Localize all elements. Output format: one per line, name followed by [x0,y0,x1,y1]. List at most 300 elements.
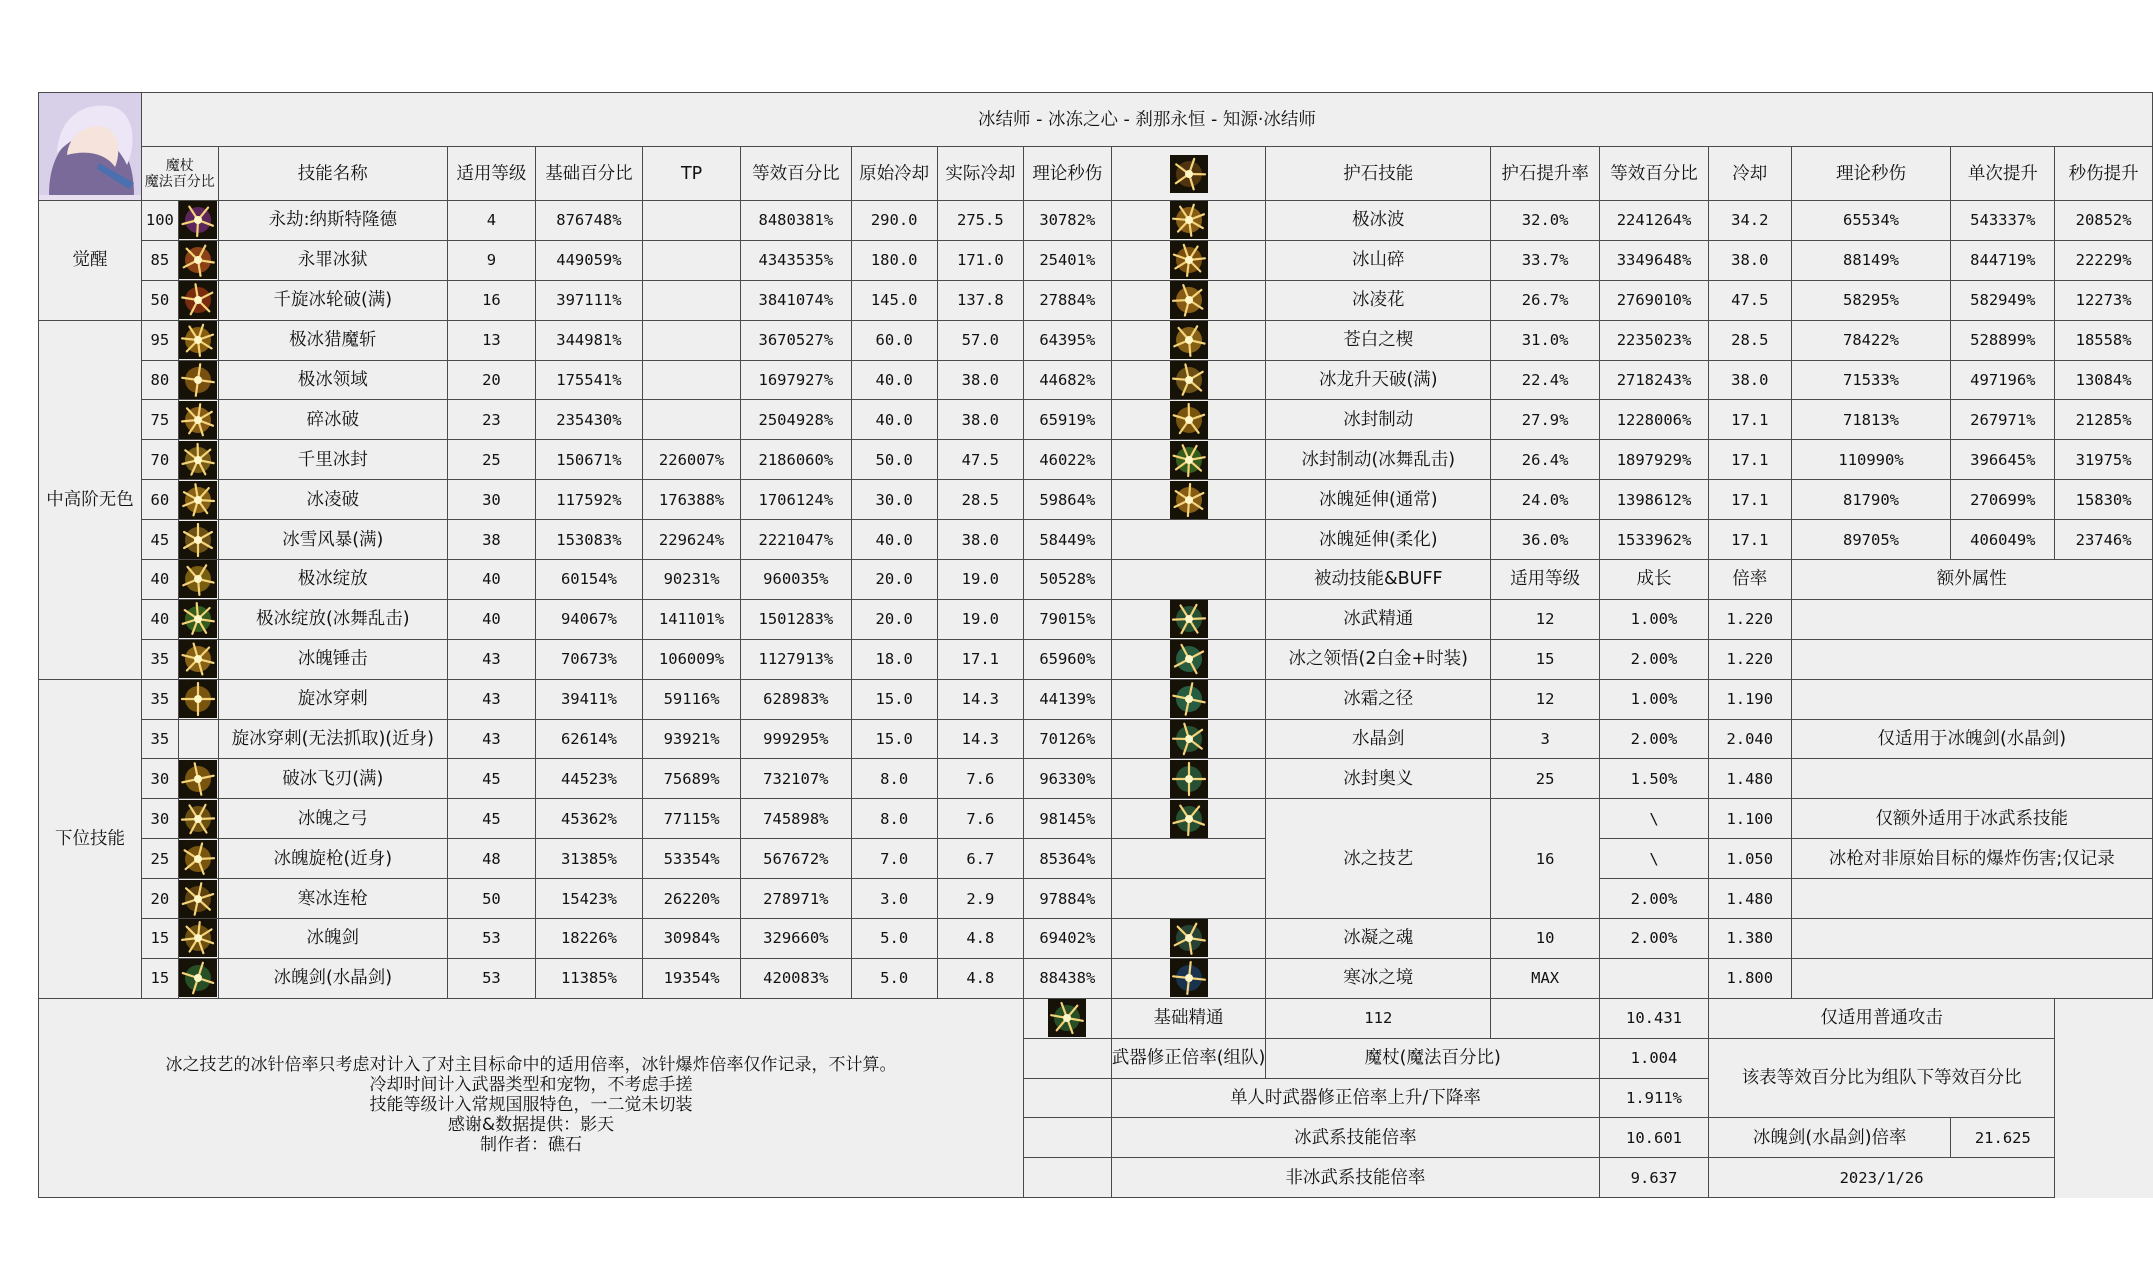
skill-req-level: 53 [448,919,536,959]
passive-name: 水晶剑 [1266,719,1491,759]
rune-name: 冰凌花 [1266,280,1491,320]
skill-req-level: 13 [448,320,536,360]
skill-icon-cell [178,201,218,241]
skill-tp [643,201,741,241]
skill-tp: 176388% [643,480,741,520]
rune-equiv: 2235023% [1600,320,1709,360]
rune-icon-cell [1111,480,1266,520]
skill-dps: 88438% [1023,958,1111,998]
passive-header-rate: 倍率 [1708,560,1791,600]
group-label: 觉醒 [39,201,142,321]
skill-orig-cd: 5.0 [851,919,937,959]
ice-insight-icon [1170,640,1208,678]
skill-level: 40 [142,560,179,600]
header-orig-cd: 原始冷却 [851,147,937,201]
passive-rate: 1.800 [1708,958,1791,998]
ice-extend-icon [1170,481,1208,519]
skill-req-level: 16 [448,280,536,320]
skill-req-level: 40 [448,560,536,600]
skill-dps: 50528% [1023,560,1111,600]
rune-rate: 22.4% [1491,360,1600,400]
skill-dps: 58449% [1023,520,1111,560]
skill-base-pct: 397111% [535,280,642,320]
skill-tp: 59116% [643,679,741,719]
passive-extra [1791,919,2152,959]
table-row [39,879,2153,919]
skill-orig-cd: 15.0 [851,719,937,759]
ice-soul-icon [1170,919,1208,957]
skill-dps: 97884% [1023,879,1111,919]
rune-equiv: 1897929% [1600,440,1709,480]
passive-name: 冰封奥义 [1266,759,1491,799]
skill-level: 50 [142,280,179,320]
note-line: 冰之技艺的冰针倍率只考虑对计入了对主目标命中的适用倍率，冰针爆炸倍率仅作记录，不计算。 [165,1055,897,1076]
skill-icon-cell [178,759,218,799]
skill-equiv-pct: 745898% [741,799,851,839]
skill-name: 碎冰破 [218,400,447,440]
skill-tp: 90231% [643,560,741,600]
passive-extra: 仅额外适用于冰武系技能 [1791,799,2152,839]
rune-name: 苍白之楔 [1266,320,1491,360]
skill-tp: 77115% [643,799,741,839]
weapon-mod-note: 该表等效百分比为组队下等效百分比 [1708,1038,2054,1118]
skill-base-pct: 344981% [535,320,642,360]
skill-base-pct: 235430% [535,400,642,440]
skill-equiv-pct: 4343535% [741,240,851,280]
passive-extra [1791,879,2152,919]
group-label: 中高阶无色 [39,320,142,679]
ice-weapon-mastery-icon [1170,600,1208,638]
skill-equiv-pct: 2221047% [741,520,851,560]
passive-icon-cell [1023,998,1111,1038]
skill-base-pct: 70673% [535,639,642,679]
passive-extra: 仅适用于冰魄剑(水晶剑) [1791,719,2152,759]
table-row [39,719,2153,759]
ice-brake-icon [1170,401,1208,439]
rune-dps-gain: 31975% [2055,440,2153,480]
table-row [39,480,2153,520]
rune-dps: 65534% [1791,201,1951,241]
table-row [39,360,2153,400]
skill-req-level: 43 [448,679,536,719]
skill-name: 冰魄锤击 [218,639,447,679]
skill-dps: 59864% [1023,480,1111,520]
skill-real-cd: 28.5 [937,480,1023,520]
table-row [39,520,2153,560]
skill-req-level: 48 [448,839,536,879]
rune-icon-cell [1111,360,1266,400]
passive-name: 冰武精通 [1266,599,1491,639]
passive-growth: 2.00% [1600,919,1709,959]
skill-req-level: 30 [448,480,536,520]
skill-icon-cell [178,639,218,679]
rune-name: 冰魄延伸(柔化) [1266,520,1491,560]
skill-orig-cd: 30.0 [851,480,937,520]
passive-rate: 1.100 [1708,799,1791,839]
rune-equiv: 2241264% [1600,201,1709,241]
rune-dps-gain: 13084% [2055,360,2153,400]
passive-icon-blank [1111,879,1266,919]
skill-equiv-pct: 1501283% [741,599,851,639]
ice-secret-icon [1170,760,1208,798]
rune-rate: 36.0% [1491,520,1600,560]
skill-equiv-pct: 732107% [741,759,851,799]
rune-dps: 110990% [1791,440,1951,480]
skill-base-pct: 39411% [535,679,642,719]
skill-req-level: 38 [448,520,536,560]
passive-name: 基础精通 [1111,998,1266,1038]
passive-header-blank [1111,560,1266,600]
skill-real-cd: 4.8 [937,919,1023,959]
weapon-sub: 魔法百分比 [144,173,215,190]
skill-dps: 79015% [1023,599,1111,639]
passive-level: 16 [1491,799,1600,919]
skill-level: 20 [142,879,179,919]
blizzard-icon [179,521,217,559]
ice-spears-icon [179,880,217,918]
skill-name: 破冰飞刃(满) [218,759,447,799]
skill-tp: 75689% [643,759,741,799]
rune-icon-cell [1111,440,1266,480]
header-level: 适用等级 [448,147,536,201]
skill-real-cd: 4.8 [937,958,1023,998]
crystal-sword-icon [179,959,217,997]
passive-level: 25 [1491,759,1600,799]
skill-real-cd: 6.7 [937,839,1023,879]
character-avatar-icon [39,93,141,195]
passive-rate: 1.380 [1708,919,1791,959]
rune-name: 极冰波 [1266,201,1491,241]
skill-tp: 229624% [643,520,741,560]
skill-orig-cd: 60.0 [851,320,937,360]
skill-real-cd: 171.0 [937,240,1023,280]
skill-req-level: 25 [448,440,536,480]
skill-dps: 44682% [1023,360,1111,400]
skill-real-cd: 7.6 [937,759,1023,799]
table-row [39,440,2153,480]
skill-orig-cd: 40.0 [851,400,937,440]
skill-base-pct: 175541% [535,360,642,400]
passive-level: MAX [1491,958,1600,998]
header-dps-gain: 秒伤提升 [2055,147,2153,201]
skill-req-level: 23 [448,400,536,440]
skill-dps: 65919% [1023,400,1111,440]
table-row [39,799,2153,839]
notes-block [39,998,1024,1197]
skill-orig-cd: 20.0 [851,560,937,600]
skill-tp: 30984% [643,919,741,959]
skill-orig-cd: 8.0 [851,799,937,839]
passive-name: 冰凝之魂 [1266,919,1491,959]
passive-name: 寒冰之境 [1266,958,1491,998]
skill-real-cd: 19.0 [937,599,1023,639]
non-ice-rate: 9.637 [1600,1158,1709,1198]
rune-icon-cell [1111,400,1266,440]
rune-name: 冰龙升天破(满) [1266,360,1491,400]
weapon-mod-value: 魔杖(魔法百分比) [1266,1038,1600,1078]
skill-dps: 64395% [1023,320,1111,360]
skill-name: 极冰绽放 [218,560,447,600]
skill-real-cd: 137.8 [937,280,1023,320]
skill-name: 旋冰穿刺(无法抓取)(近身) [218,719,447,759]
passive-icon-cell [1111,958,1266,998]
ice-hammer-icon [179,640,217,678]
character-portrait [39,93,142,201]
passive-header-name: 被动技能&BUFF [1266,560,1491,600]
skill-req-level: 20 [448,360,536,400]
passive-rate: 1.220 [1708,599,1791,639]
pale-wedge-icon [1170,321,1208,359]
skill-tp: 226007% [643,440,741,480]
skill-level: 75 [142,400,179,440]
passive-growth: \ [1600,839,1709,879]
header-rune-skill: 护石技能 [1266,147,1491,201]
passive-extra [1791,599,2152,639]
crystal-sword-rate: 21.625 [1951,1118,2055,1158]
passive-rate: 1.480 [1708,759,1791,799]
passive-growth: 2.00% [1600,879,1709,919]
solo-mod-rate: 1.911% [1600,1078,1709,1118]
rune-rate: 26.7% [1491,280,1600,320]
skill-equiv-pct: 1706124% [741,480,851,520]
skill-tp: 26220% [643,879,741,919]
rune-name: 冰魄延伸(通常) [1266,480,1491,520]
skill-name: 极冰领域 [218,360,447,400]
skill-name: 极冰猎魔斩 [218,320,447,360]
ice-prison-icon [179,241,217,279]
passive-extra: 仅适用普通攻击 [1708,998,2054,1038]
skill-base-pct: 45362% [535,799,642,839]
passive-growth [1600,958,1709,998]
skill-real-cd: 57.0 [937,320,1023,360]
rune-rate: 31.0% [1491,320,1600,360]
passive-level: 10 [1491,919,1600,959]
awakening-icon [179,201,217,239]
skill-orig-cd: 15.0 [851,679,937,719]
skill-icon-cell [178,360,218,400]
header-single-gain: 单次提升 [1951,147,2055,201]
rune-cd: 17.1 [1708,520,1791,560]
rune-equiv: 1398612% [1600,480,1709,520]
skill-base-pct: 94067% [535,599,642,639]
rune-single-gain: 396645% [1951,440,2055,480]
table-row [39,560,2153,600]
skill-tp [643,280,741,320]
skill-level: 95 [142,320,179,360]
skill-orig-cd: 5.0 [851,958,937,998]
skill-real-cd: 14.3 [937,679,1023,719]
ice-bloom-dance-icon [179,600,217,638]
skill-real-cd: 275.5 [937,201,1023,241]
table-row [39,400,2153,440]
skill-icon-cell [178,320,218,360]
skill-name: 寒冰连枪 [218,879,447,919]
note-line: 技能等级计入常规国服特色，一二觉未切装 [369,1095,693,1116]
rune-equiv: 2718243% [1600,360,1709,400]
passive-header-extra: 额外属性 [1791,560,2152,600]
skill-base-pct: 18226% [535,919,642,959]
skill-icon-cell [178,520,218,560]
skill-dps: 65960% [1023,639,1111,679]
passive-name: 冰霜之径 [1266,679,1491,719]
rune-rate: 32.0% [1491,201,1600,241]
crystal-blade-icon [1170,720,1208,758]
passive-extra [1791,639,2152,679]
rune-dps-gain: 22229% [2055,240,2153,280]
passive-growth: 1.00% [1600,679,1709,719]
rune-name: 冰封制动(冰舞乱击) [1266,440,1491,480]
passive-growth: 2.00% [1600,719,1709,759]
passive-rate: 1.190 [1708,679,1791,719]
table-row [39,919,2153,959]
rune-cd: 38.0 [1708,240,1791,280]
skill-base-pct: 117592% [535,480,642,520]
skill-equiv-pct: 960035% [741,560,851,600]
passive-icon-cell [1111,679,1266,719]
skill-icon-cell [178,719,218,759]
rune-header-icon [1111,147,1266,201]
skill-dps: 27884% [1023,280,1111,320]
weapon-type: 魔杖 [165,157,194,174]
rune-cd: 38.0 [1708,360,1791,400]
skill-tp: 53354% [643,839,741,879]
skill-orig-cd: 40.0 [851,360,937,400]
rune-dps: 71533% [1791,360,1951,400]
rune-equiv: 2769010% [1600,280,1709,320]
skill-orig-cd: 18.0 [851,639,937,679]
ice-domain-icon [179,361,217,399]
ice-art-icon [1170,800,1208,838]
skill-dps: 44139% [1023,679,1111,719]
passive-extra [1791,759,2152,799]
skill-base-pct: 150671% [535,440,642,480]
skill-base-pct: 449059% [535,240,642,280]
skill-dps: 46022% [1023,440,1111,480]
ice-pierce-icon [179,680,217,718]
skill-name: 冰魄之弓 [218,799,447,839]
ice-slash-icon [179,321,217,359]
skill-equiv-pct: 567672% [741,839,851,879]
passive-growth: 2.00% [1600,639,1709,679]
passive-name: 冰之技艺 [1266,799,1491,919]
rune-cd: 47.5 [1708,280,1791,320]
skill-req-level: 53 [448,958,536,998]
skill-equiv-pct: 2186060% [741,440,851,480]
weapon-mod-rate: 1.004 [1600,1038,1709,1078]
skill-level: 70 [142,440,179,480]
skill-icon-cell [178,560,218,600]
skill-icon-cell [178,958,218,998]
passive-icon-cell [1111,599,1266,639]
skill-equiv-pct: 3670527% [741,320,851,360]
skill-level: 40 [142,599,179,639]
rune-name: 冰山碎 [1266,240,1491,280]
rune-single-gain: 406049% [1951,520,2055,560]
skill-tp [643,400,741,440]
passive-extra [1791,679,2152,719]
skill-level: 35 [142,639,179,679]
skill-orig-cd: 20.0 [851,599,937,639]
skill-equiv-pct: 999295% [741,719,851,759]
skill-level: 15 [142,919,179,959]
skill-equiv-pct: 1127913% [741,639,851,679]
skill-orig-cd: 3.0 [851,879,937,919]
note-line: 冷却时间计入武器类型和宠物，不考虑手搓 [369,1075,693,1096]
skill-dps: 70126% [1023,719,1111,759]
skill-level: 80 [142,360,179,400]
rune-dps-gain: 23746% [2055,520,2153,560]
skill-dps: 25401% [1023,240,1111,280]
icicle-break-icon [179,481,217,519]
rune-single-gain: 844719% [1951,240,2055,280]
rune-rate: 26.4% [1491,440,1600,480]
skill-equiv-pct: 278971% [741,879,851,919]
rune-dps-gain: 20852% [2055,201,2153,241]
skill-real-cd: 7.6 [937,799,1023,839]
skill-level: 15 [142,958,179,998]
blank-icon [1023,1038,1111,1078]
frost-path-icon [1170,680,1208,718]
sheet-title: 冰结师 - 冰冻之心 - 刹那永恒 - 知源·冰结师 [142,93,2153,147]
rune-cd: 17.1 [1708,400,1791,440]
rune-name: 冰封制动 [1266,400,1491,440]
skill-real-cd: 38.0 [937,360,1023,400]
non-ice-label: 非冰武系技能倍率 [1111,1158,1599,1198]
header-real-cd: 实际冷却 [937,147,1023,201]
solo-mod-label: 单人时武器修正倍率上升/下降率 [1111,1078,1599,1118]
rune-single-gain: 270699% [1951,480,2055,520]
rune-cd: 17.1 [1708,440,1791,480]
skill-dps: 69402% [1023,919,1111,959]
passive-level: 12 [1491,679,1600,719]
table-row [39,320,2153,360]
skill-req-level: 43 [448,639,536,679]
skill-base-pct: 62614% [535,719,642,759]
skill-icon-cell [178,599,218,639]
skill-req-level: 4 [448,201,536,241]
header-rune-equiv: 等效百分比 [1600,147,1709,201]
skill-name: 永罪冰狱 [218,240,447,280]
rune-cd: 34.2 [1708,201,1791,241]
skill-name: 千里冰封 [218,440,447,480]
skill-level: 100 [142,201,179,241]
header-rune-rate: 护石提升率 [1491,147,1600,201]
skill-icon-cell [178,280,218,320]
rune-dps: 78422% [1791,320,1951,360]
skill-tp: 106009% [643,639,741,679]
rune-icon-cell [1111,520,1266,560]
skill-icon-cell [178,400,218,440]
rune-cd: 17.1 [1708,480,1791,520]
rune-equiv: 3349648% [1600,240,1709,280]
header-base: 基础百分比 [535,147,642,201]
rune-single-gain: 267971% [1951,400,2055,440]
skill-orig-cd: 7.0 [851,839,937,879]
table-row [39,240,2153,280]
rune-single-gain: 543337% [1951,201,2055,241]
passive-icon-cell [1111,799,1266,839]
rune-single-gain: 582949% [1951,280,2055,320]
header-rune-dps: 理论秒伤 [1791,147,1951,201]
table-row [39,679,2153,719]
rune-icon-cell [1111,280,1266,320]
table-row [39,599,2153,639]
rune-icon-cell [1111,201,1266,241]
skill-equiv-pct: 3841074% [741,280,851,320]
skill-base-pct: 60154% [535,560,642,600]
ice-sword-icon [179,919,217,957]
table-row [39,201,2153,241]
